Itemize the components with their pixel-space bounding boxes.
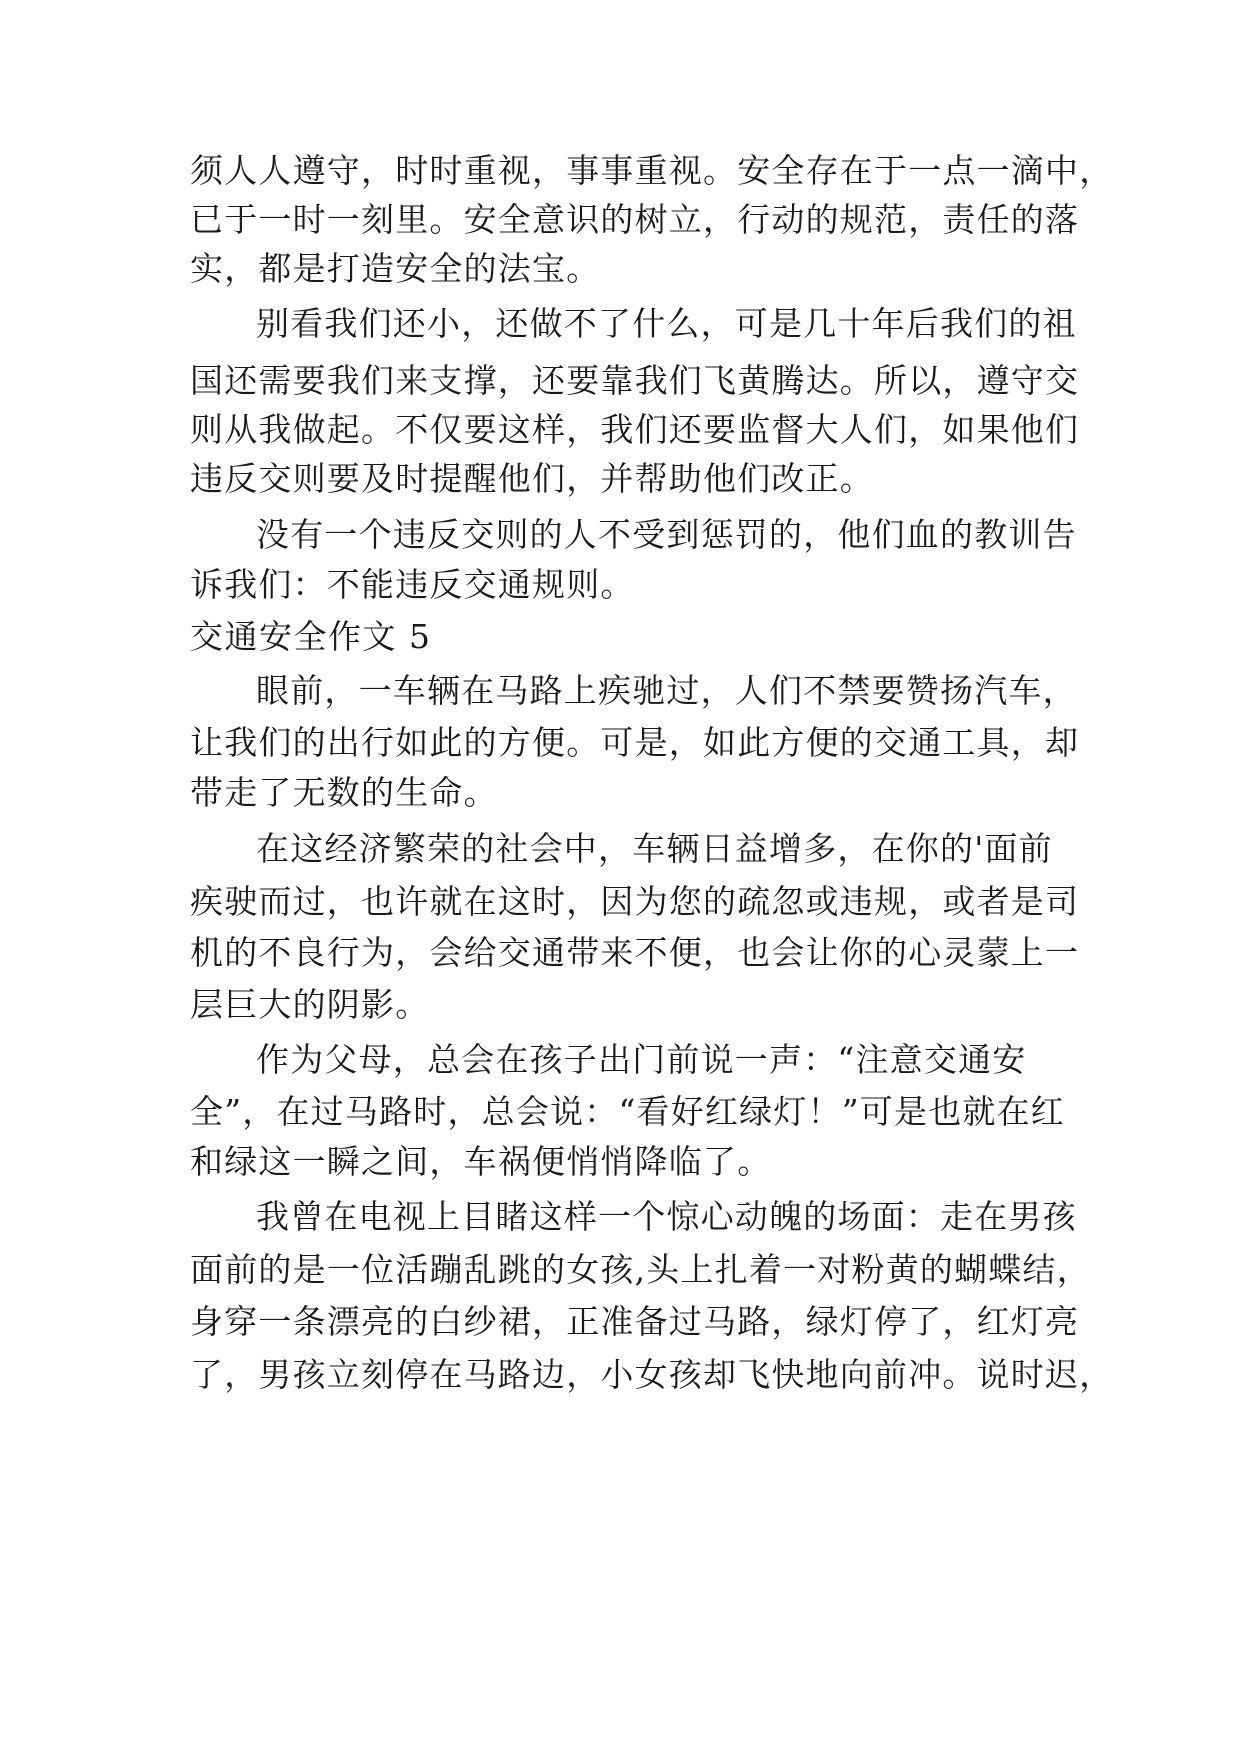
- paragraph-first-line: 眼前，一车辆在马路上疾驰过，人们不禁要赞扬汽车，: [256, 671, 1077, 710]
- text-line: 须人人遵守，时时重视，事事重视。安全存在于一点一滴中，: [190, 151, 1114, 190]
- text-line: 身穿一条漂亮的白纱裙，正准备过马路，绿灯停了，红灯亮: [190, 1302, 1080, 1341]
- paragraph-first-line: 作为父母，总会在孩子出门前说一声：“注意交通安: [256, 1040, 1027, 1079]
- text-line: 违反交则要及时提醒他们，并帮助他们改正。: [190, 459, 874, 498]
- text-line: 国还需要我们来支撑，还要靠我们飞黄腾达。所以，遵守交: [190, 361, 1080, 400]
- text-line: 面前的是一位活蹦乱跳的女孩,头上扎着一对粉黄的蝴蝶结，: [190, 1250, 1091, 1289]
- paragraph-first-line: 我曾在电视上目睹这样一个惊心动魄的场面：走在男孩: [256, 1197, 1077, 1236]
- text-line: 全”，在过马路时，总会说：“看好红绿灯！”可是也就在红: [190, 1092, 1066, 1131]
- text-line: 了，男孩立刻停在马路边，小女孩却飞快地向前冲。说时迟，: [190, 1355, 1114, 1394]
- text-line: 疾驶而过，也许就在这时，因为您的疏忽或违规，或者是司: [190, 882, 1080, 921]
- text-line: 让我们的出行如此的方便。可是，如此方便的交通工具，却: [190, 723, 1080, 762]
- section-heading: 交通安全作文 5: [190, 617, 432, 656]
- text-line: 则从我做起。不仅要这样，我们还要监督大人们，如果他们: [190, 410, 1080, 449]
- text-line: 诉我们：不能违反交通规则。: [190, 565, 635, 604]
- text-line: 层巨大的阴影。: [190, 985, 430, 1024]
- paragraph-first-line: 没有一个违反交则的人不受到惩罚的，他们血的教训告: [256, 515, 1077, 554]
- text-line: 带走了无数的生命。: [190, 773, 498, 812]
- text-line: 机的不良行为，会给交通带来不便，也会让你的心灵蒙上一: [190, 933, 1080, 972]
- text-line: 已于一时一刻里。安全意识的树立，行动的规范，责任的落: [190, 200, 1080, 239]
- text-line: 和绿这一瞬之间，车祸便悄悄降临了。: [190, 1142, 772, 1181]
- text-line: 实，都是打造安全的法宝。: [190, 249, 601, 288]
- paragraph-first-line: 别看我们还小，还做不了什么，可是几十年后我们的祖: [256, 304, 1077, 343]
- paragraph-first-line: 在这经济繁荣的社会中，车辆日益增多，在你的'面前: [256, 829, 1053, 868]
